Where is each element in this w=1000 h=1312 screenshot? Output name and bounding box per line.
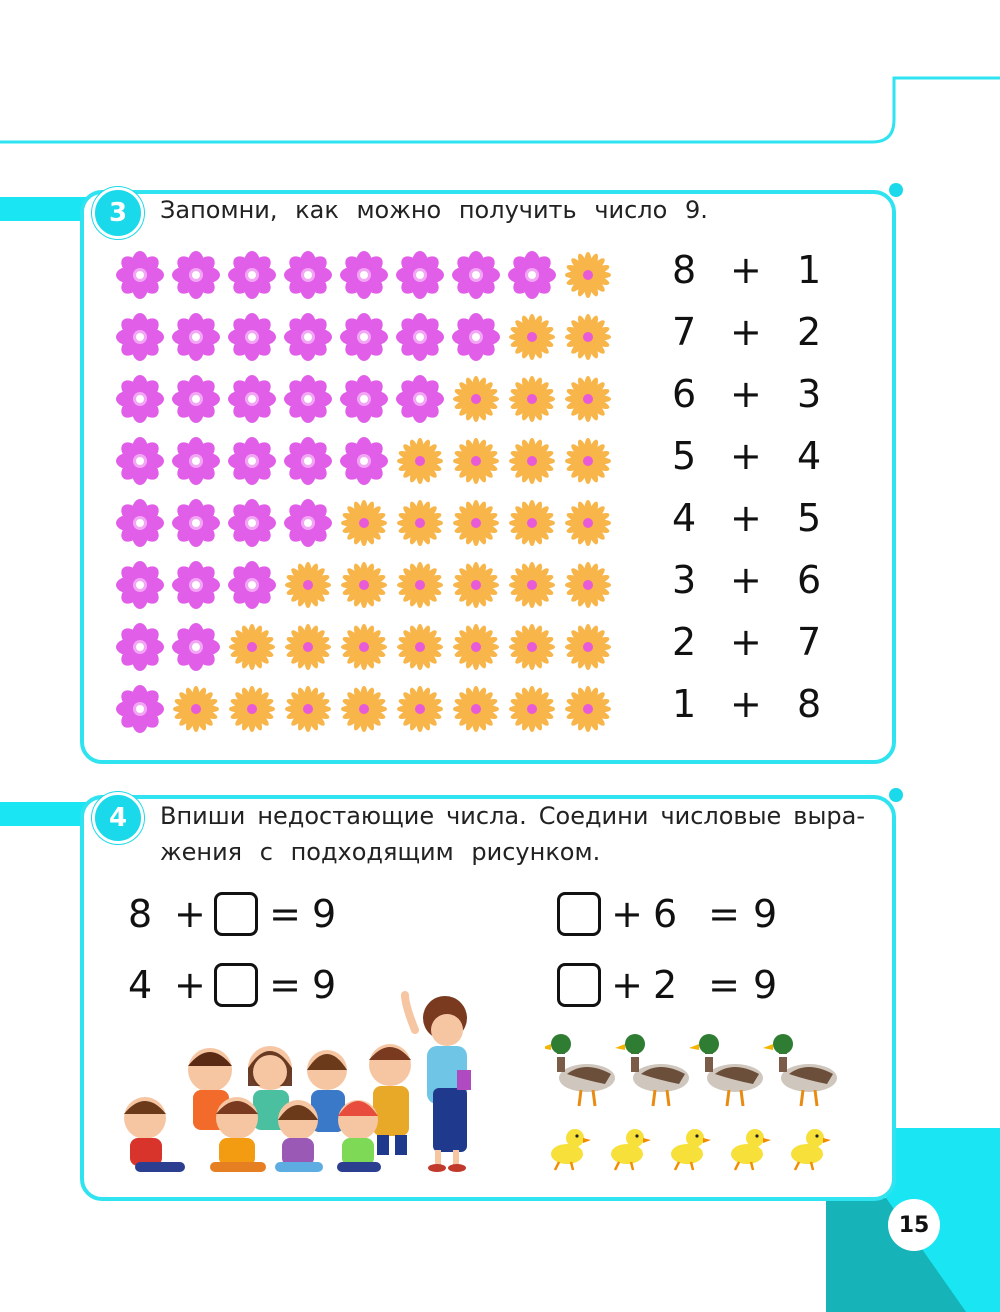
mallard-duck-icon: [615, 1034, 689, 1106]
orange-flower-icon: [563, 374, 613, 424]
kids-front-row: [124, 1097, 381, 1172]
expr-plus: +: [730, 620, 762, 664]
plus-sign: +: [611, 892, 643, 936]
eq-result: 9: [753, 963, 778, 1007]
pink-flower-icon: [507, 250, 557, 300]
ducklings: [551, 1129, 831, 1170]
orange-flower-icon: [563, 250, 613, 300]
pink-flower-icon: [171, 622, 221, 672]
pink-flower-icon: [227, 498, 277, 548]
mallard-duck-icon: [545, 1034, 615, 1106]
left-equation-1: [128, 892, 336, 936]
task3-dot: [889, 183, 903, 197]
pink-flower-icon: [115, 622, 165, 672]
orange-flower-icon: [563, 436, 613, 486]
expr-plus: +: [730, 434, 762, 478]
eq-number: 4: [128, 963, 153, 1007]
expr-left-number: 1: [672, 682, 697, 726]
pink-flower-icon: [339, 374, 389, 424]
duckling-icon: [611, 1129, 651, 1170]
expr-plus: +: [730, 248, 762, 292]
answer-box[interactable]: [557, 892, 601, 936]
expr-right-number: 8: [797, 682, 822, 726]
orange-flower-icon: [563, 312, 613, 362]
orange-flower-icon: [507, 622, 557, 672]
pink-flower-icon: [115, 436, 165, 486]
teacher-figure: [405, 995, 471, 1172]
expr-left-number: 7: [672, 310, 697, 354]
pink-flower-icon: [115, 560, 165, 610]
orange-flower-icon: [339, 498, 389, 548]
orange-flower-icon: [395, 436, 445, 486]
pink-flower-icon: [171, 560, 221, 610]
orange-flower-icon: [339, 684, 389, 734]
orange-flower-icon: [507, 312, 557, 362]
children-teacher-illustration: [115, 990, 485, 1185]
orange-flower-icon: [507, 436, 557, 486]
eq-number: 2: [653, 963, 678, 1007]
pink-flower-icon: [283, 374, 333, 424]
pink-flower-icon: [227, 250, 277, 300]
orange-flower-icon: [451, 560, 501, 610]
orange-flower-icon: [283, 560, 333, 610]
pink-flower-icon: [115, 250, 165, 300]
expr-left-number: 6: [672, 372, 697, 416]
pink-flower-icon: [115, 374, 165, 424]
right-equation-2: [557, 963, 777, 1007]
eq-number: 6: [653, 892, 678, 936]
orange-flower-icon: [171, 684, 221, 734]
eq-result: 9: [753, 892, 778, 936]
task3-instruction: Запомни, как можно получить число 9.: [160, 196, 708, 224]
orange-flower-icon: [451, 622, 501, 672]
pink-flower-icon: [227, 374, 277, 424]
orange-flower-icon: [395, 684, 445, 734]
pink-flower-icon: [339, 250, 389, 300]
expr-right-number: 2: [797, 310, 822, 354]
pink-flower-icon: [227, 436, 277, 486]
answer-box[interactable]: [214, 892, 258, 936]
orange-flower-icon: [395, 498, 445, 548]
orange-flower-icon: [283, 684, 333, 734]
answer-box[interactable]: [557, 963, 601, 1007]
expr-right-number: 5: [797, 496, 822, 540]
expr-right-number: 6: [797, 558, 822, 602]
orange-flower-icon: [283, 622, 333, 672]
eq-number: 8: [128, 892, 153, 936]
ducks-illustration: [545, 1030, 845, 1180]
expr-left-number: 3: [672, 558, 697, 602]
expr-right-number: 3: [797, 372, 822, 416]
pink-flower-icon: [395, 312, 445, 362]
orange-flower-icon: [507, 560, 557, 610]
pink-flower-icon: [283, 436, 333, 486]
orange-flower-icon: [451, 374, 501, 424]
pink-flower-icon: [171, 498, 221, 548]
eq-result: 9: [312, 892, 337, 936]
expr-plus: +: [730, 372, 762, 416]
pink-flower-icon: [283, 312, 333, 362]
pink-flower-icon: [115, 312, 165, 362]
plus-sign: +: [174, 963, 206, 1007]
task4-number-badge: 4: [92, 792, 144, 844]
right-equation-1: [557, 892, 777, 936]
pink-flower-icon: [115, 684, 165, 734]
expr-plus: +: [730, 682, 762, 726]
expr-left-number: 2: [672, 620, 697, 664]
plus-sign: +: [611, 963, 643, 1007]
header-frame: [0, 0, 1000, 160]
expr-plus: +: [730, 310, 762, 354]
pink-flower-icon: [451, 312, 501, 362]
pink-flower-icon: [171, 436, 221, 486]
expr-left-number: 4: [672, 496, 697, 540]
orange-flower-icon: [563, 684, 613, 734]
pink-flower-icon: [227, 312, 277, 362]
plus-sign: +: [174, 892, 206, 936]
adult-ducks: [545, 1034, 837, 1106]
pink-flower-icon: [451, 250, 501, 300]
mallard-duck-icon: [689, 1034, 763, 1106]
pink-flower-icon: [283, 498, 333, 548]
duckling-icon: [791, 1129, 831, 1170]
expr-right-number: 1: [797, 248, 822, 292]
expr-left-number: 5: [672, 434, 697, 478]
orange-flower-icon: [395, 560, 445, 610]
expr-right-number: 7: [797, 620, 822, 664]
orange-flower-icon: [563, 560, 613, 610]
orange-flower-icon: [339, 622, 389, 672]
pink-flower-icon: [171, 374, 221, 424]
expr-plus: +: [730, 558, 762, 602]
pink-flower-icon: [171, 312, 221, 362]
orange-flower-icon: [563, 622, 613, 672]
pink-flower-icon: [395, 374, 445, 424]
task4-dot: [889, 788, 903, 802]
orange-flower-icon: [227, 622, 277, 672]
pink-flower-icon: [227, 560, 277, 610]
page-number: 15: [888, 1199, 940, 1251]
expr-left-number: 8: [672, 248, 697, 292]
pink-flower-icon: [115, 498, 165, 548]
orange-flower-icon: [451, 436, 501, 486]
pink-flower-icon: [283, 250, 333, 300]
eq-result: 9: [312, 963, 337, 1007]
orange-flower-icon: [451, 498, 501, 548]
orange-flower-icon: [451, 684, 501, 734]
expr-plus: +: [730, 496, 762, 540]
task3-number-badge: 3: [92, 187, 144, 239]
pink-flower-icon: [339, 436, 389, 486]
orange-flower-icon: [507, 684, 557, 734]
equals-sign: =: [269, 963, 301, 1007]
orange-flower-icon: [395, 622, 445, 672]
orange-flower-icon: [227, 684, 277, 734]
duckling-icon: [671, 1129, 711, 1170]
task4-instruction: Впиши недостающие числа. Соедини числовые выра- жения с подходящим рисунком.: [160, 802, 865, 866]
equals-sign: =: [708, 892, 740, 936]
equals-sign: =: [708, 963, 740, 1007]
orange-flower-icon: [563, 498, 613, 548]
orange-flower-icon: [507, 374, 557, 424]
duckling-icon: [731, 1129, 771, 1170]
expr-right-number: 4: [797, 434, 822, 478]
mallard-duck-icon: [763, 1034, 837, 1106]
orange-flower-icon: [339, 560, 389, 610]
duckling-icon: [551, 1129, 591, 1170]
pink-flower-icon: [171, 250, 221, 300]
orange-flower-icon: [507, 498, 557, 548]
equals-sign: =: [269, 892, 301, 936]
pink-flower-icon: [339, 312, 389, 362]
pink-flower-icon: [395, 250, 445, 300]
